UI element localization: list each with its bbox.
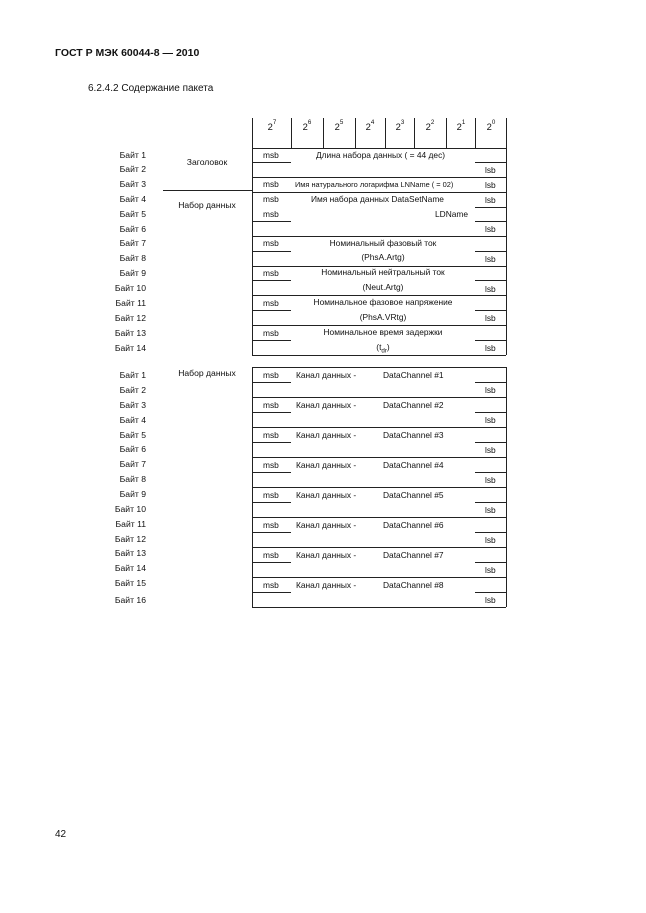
byte-label: Байт 13 xyxy=(114,548,146,558)
byte-label: Байт 6 xyxy=(119,444,146,454)
channel-name: DataChannel #6 xyxy=(383,520,444,530)
lsb-marker: lsb xyxy=(485,180,496,190)
channel-name: DataChannel #2 xyxy=(383,400,444,410)
msb-marker: msb xyxy=(263,520,279,530)
group-label-dataset: Набор данных xyxy=(178,200,236,210)
byte-label: Байт 1 xyxy=(119,150,146,160)
lsb-marker: lsb xyxy=(485,415,496,425)
group-label-header: Заголовок xyxy=(186,157,228,167)
byte-label: Байт 5 xyxy=(119,209,146,219)
lsb-marker: lsb xyxy=(485,313,496,323)
bit-1-label: $2^1$ xyxy=(456,119,466,132)
byte-label: Байт 3 xyxy=(119,179,146,189)
byte-label: Байт 7 xyxy=(119,459,146,469)
byte-label: Байт 4 xyxy=(119,415,146,425)
byte-label: Байт 2 xyxy=(119,164,146,174)
byte-label: Байт 10 xyxy=(114,283,146,293)
byte-label: Байт 8 xyxy=(119,474,146,484)
msb-marker: msb xyxy=(263,179,279,189)
lsb-marker: lsb xyxy=(485,343,496,353)
field-datasetname: Имя набора данных DataSetName xyxy=(311,194,444,204)
bit-0-label: $2^0$ xyxy=(486,119,496,132)
msb-marker: msb xyxy=(263,209,279,219)
field-length: Длина набора данных ( = 44 дес) xyxy=(316,150,446,160)
byte-label: Байт 16 xyxy=(114,595,146,605)
page-number: 42 xyxy=(55,829,67,840)
group-label-dataset: Набор данных xyxy=(178,368,236,378)
lsb-marker: lsb xyxy=(485,385,496,395)
bit-7-label: $2^7$ xyxy=(267,119,277,132)
byte-label: Байт 5 xyxy=(119,430,146,440)
channel-label: Канал данных - xyxy=(296,580,357,590)
byte-label: Байт 4 xyxy=(119,194,146,204)
lsb-marker: lsb xyxy=(485,595,496,605)
byte-label: Байт 3 xyxy=(119,400,146,410)
byte-label: Байт 1 xyxy=(119,370,146,380)
lsb-marker: lsb xyxy=(485,195,496,205)
byte-label: Байт 9 xyxy=(119,489,146,499)
channel-name: DataChannel #8 xyxy=(383,580,444,590)
byte-label: Байт 11 xyxy=(115,298,146,308)
field-rated-phase-current: Номинальный фазовый ток xyxy=(329,238,437,248)
msb-marker: msb xyxy=(263,400,279,410)
channel-label: Канал данных - xyxy=(296,460,357,470)
msb-marker: msb xyxy=(263,150,279,160)
msb-marker: msb xyxy=(263,268,279,278)
byte-label: Байт 14 xyxy=(114,563,146,573)
byte-label: Байт 7 xyxy=(119,238,146,248)
lsb-marker: lsb xyxy=(485,284,496,294)
field-rated-phase-voltage: Номинальное фазовое напряжение xyxy=(313,297,453,307)
msb-marker: msb xyxy=(263,550,279,560)
byte-label: Байт 6 xyxy=(119,224,146,234)
channel-label: Канал данных - xyxy=(296,400,357,410)
field-phsa-artg: (PhsA.Artg) xyxy=(361,252,405,262)
field-ldname: LDName xyxy=(435,209,469,219)
channel-label: Канал данных - xyxy=(296,490,357,500)
lsb-marker: lsb xyxy=(485,165,496,175)
msb-marker: msb xyxy=(263,298,279,308)
field-t-dr: $(t_{dr})$ xyxy=(376,342,390,355)
bit-3-label: $2^3$ xyxy=(395,119,405,132)
lsb-marker: lsb xyxy=(485,445,496,455)
msb-marker: msb xyxy=(263,370,279,380)
bit-6-label: $2^6$ xyxy=(302,119,312,132)
msb-marker: msb xyxy=(263,194,279,204)
channel-label: Канал данных - xyxy=(296,520,357,530)
channel-label: Канал данных - xyxy=(296,550,357,560)
byte-label: Байт 2 xyxy=(119,385,146,395)
byte-label: Байт 15 xyxy=(114,578,146,588)
field-neut-artg: (Neut.Artg) xyxy=(362,282,404,292)
byte-label: Байт 11 xyxy=(115,519,146,529)
msb-marker: msb xyxy=(263,430,279,440)
byte-label: Байт 13 xyxy=(114,328,146,338)
lsb-marker: lsb xyxy=(485,224,496,234)
msb-marker: msb xyxy=(263,580,279,590)
msb-marker: msb xyxy=(263,460,279,470)
lsb-marker: lsb xyxy=(485,505,496,515)
byte-label: Байт 14 xyxy=(114,343,146,353)
channel-name: DataChannel #7 xyxy=(383,550,444,560)
field-lnname: Имя натурального логарифма LNName ( = 02) xyxy=(295,180,454,189)
bit-2-label: $2^2$ xyxy=(425,119,435,132)
channel-label: Канал данных - xyxy=(296,370,357,380)
field-rated-neutral-current: Номинальный нейтральный ток xyxy=(321,267,445,277)
byte-label: Байт 12 xyxy=(114,534,146,544)
bit-5-label: $2^5$ xyxy=(334,119,344,132)
msb-marker: msb xyxy=(263,238,279,248)
lsb-marker: lsb xyxy=(485,254,496,264)
msb-marker: msb xyxy=(263,490,279,500)
channel-name: DataChannel #4 xyxy=(383,460,444,470)
section-title: 6.2.4.2 Содержание пакета xyxy=(88,83,214,94)
document-id: ГОСТ Р МЭК 60044-8 — 2010 xyxy=(55,47,200,59)
channel-name: DataChannel #3 xyxy=(383,430,444,440)
channel-name: DataChannel #1 xyxy=(383,370,444,380)
byte-label: Байт 12 xyxy=(114,313,146,323)
channel-label: Канал данных - xyxy=(296,430,357,440)
field-rated-delay: Номинальное время задержки xyxy=(323,327,443,337)
byte-label: Байт 10 xyxy=(114,504,146,514)
bit-4-label: $2^4$ xyxy=(365,119,375,132)
lsb-marker: lsb xyxy=(485,565,496,575)
msb-marker: msb xyxy=(263,328,279,338)
field-phsa-vrtg: (PhsA.VRtg) xyxy=(359,312,407,322)
lsb-marker: lsb xyxy=(485,535,496,545)
lsb-marker: lsb xyxy=(485,475,496,485)
byte-label: Байт 9 xyxy=(119,268,146,278)
channel-name: DataChannel #5 xyxy=(383,490,444,500)
byte-label: Байт 8 xyxy=(119,253,146,263)
